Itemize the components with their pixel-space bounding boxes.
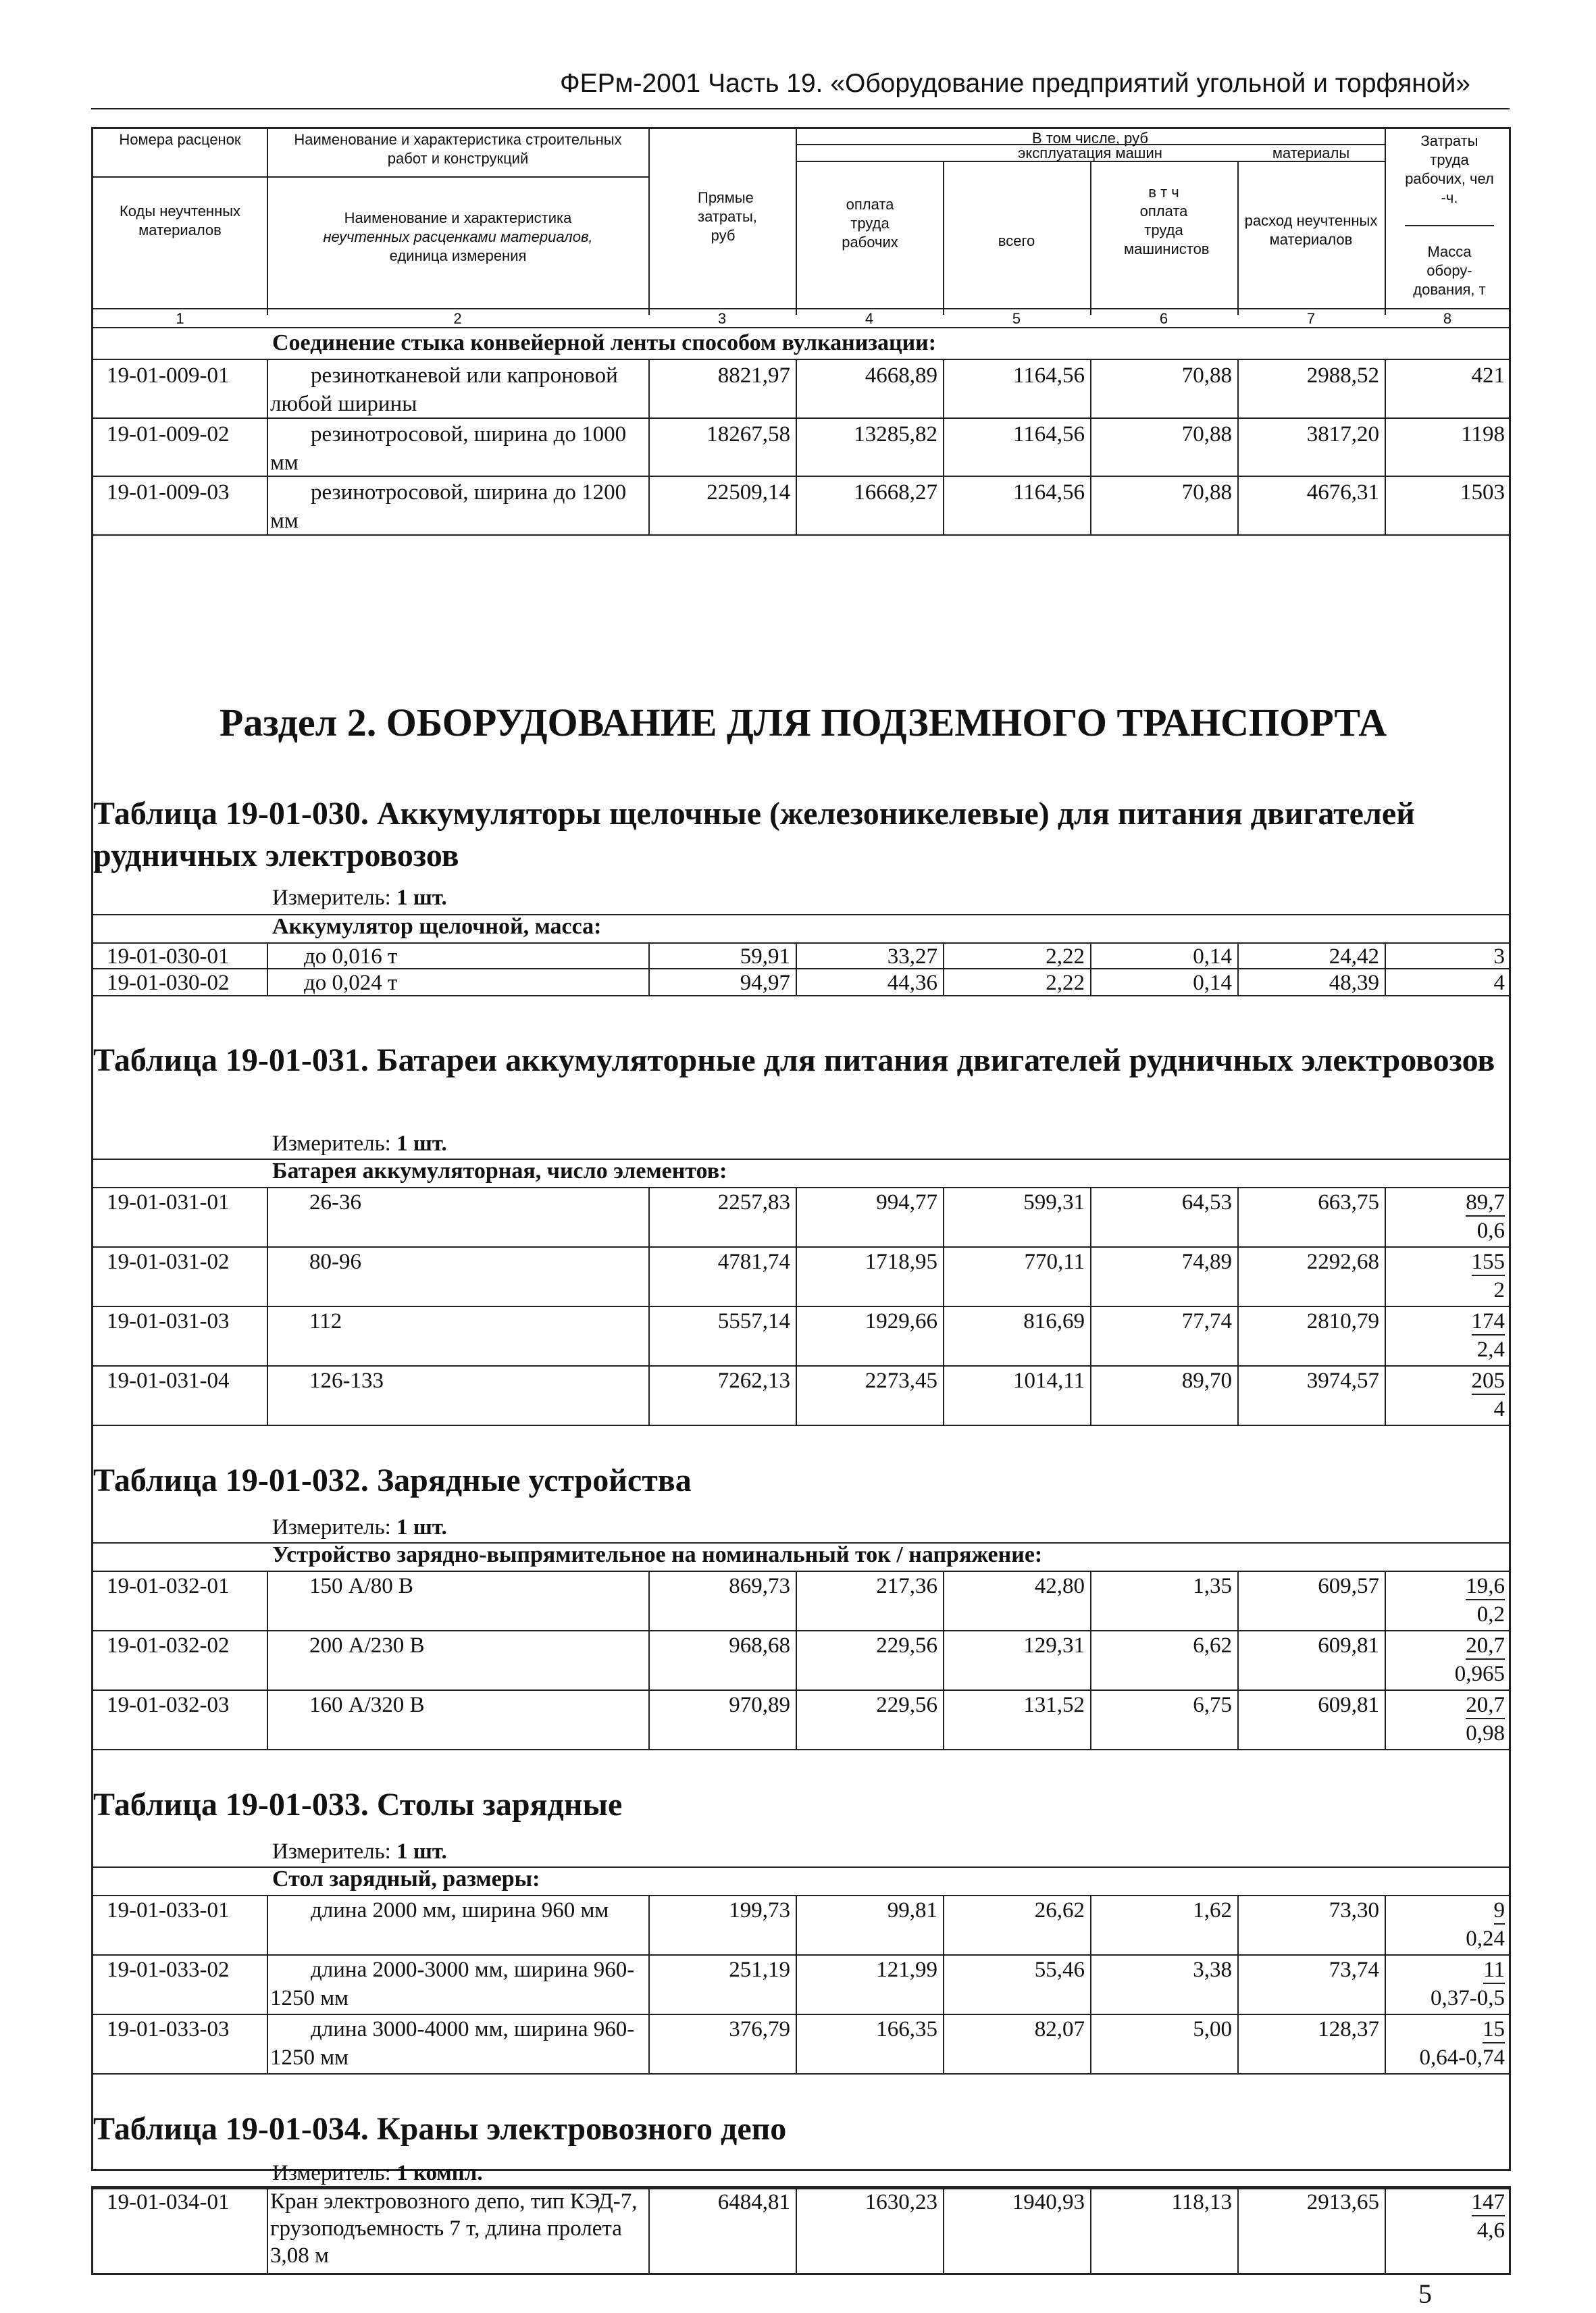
header-rule (91, 108, 1510, 109)
labor-pay: 16668,27 (854, 480, 937, 505)
equipment-mass: 4 (1493, 1397, 1505, 1421)
direct-costs: 6484,81 (717, 2190, 790, 2214)
running-header: ФЕРм-2001 Часть 19. «Оборудование предприятий угольной и торфяной» (560, 69, 1470, 98)
labor-hours: 15 (1385, 2015, 1505, 2043)
direct-costs: 5557,14 (717, 1309, 790, 1333)
labor-pay: 44,36 (887, 971, 937, 995)
machines-total: 131,52 (1023, 1693, 1085, 1717)
materials-cost: 2988,52 (1306, 363, 1379, 388)
rate-code: 19-01-032-03 (107, 1693, 230, 1717)
rate-name: длина 2000 мм, ширина 960 мм (311, 1898, 609, 1923)
machines-total: 1014,11 (1012, 1369, 1085, 1393)
operators-pay: 64,53 (1181, 1190, 1232, 1215)
materials-cost: 2292,68 (1306, 1250, 1379, 1274)
equipment-mass: 2,4 (1476, 1338, 1505, 1362)
col-header-work-name: Наименование и характеристика строительных работ и конструкций (294, 131, 622, 167)
measure-unit: 1 шт. (396, 1132, 447, 1156)
rate-name: резинотросовой, ширина до 1000 мм (270, 422, 627, 475)
machines-total: 42,80 (1034, 1574, 1085, 1598)
direct-costs: 251,19 (729, 1958, 790, 1982)
equipment-mass: 0,98 (1466, 1721, 1505, 1746)
rate-code: 19-01-009-01 (107, 363, 230, 388)
measure-unit: 1 шт. (396, 1839, 447, 1864)
materials-cost: 128,37 (1318, 2017, 1379, 2041)
measure-033 (272, 1839, 447, 1864)
direct-costs: 199,73 (729, 1898, 790, 1923)
materials-cost: 48,39 (1329, 971, 1379, 995)
operators-pay: 3,38 (1193, 1958, 1232, 1982)
operators-pay: 70,88 (1181, 363, 1232, 388)
direct-costs: 376,79 (729, 2017, 790, 2041)
col-header-material-name-3: единица измерения (389, 247, 527, 264)
machines-total: 2,22 (1046, 971, 1085, 995)
measure-label: Измеритель: (272, 2161, 391, 2185)
group-heading: Стол зарядный, размеры: (272, 1866, 540, 1891)
table-row (91, 2186, 1511, 2275)
rate-name: 160 А/320 В (309, 1693, 425, 1717)
measure-031 (272, 1132, 447, 1156)
materials-cost: 3974,57 (1306, 1369, 1379, 1393)
rate-name: 126-133 (309, 1369, 384, 1393)
rate-code: 19-01-009-02 (107, 422, 230, 447)
labor-pay: 99,81 (887, 1898, 937, 1923)
operators-pay: 70,88 (1181, 422, 1232, 447)
operators-pay: 6,75 (1193, 1693, 1232, 1717)
operators-pay: 1,35 (1193, 1574, 1232, 1598)
rate-code: 19-01-030-02 (107, 971, 230, 995)
labor-pay: 1630,23 (865, 2190, 937, 2214)
rate-name: 150 А/80 В (309, 1574, 414, 1598)
group-heading: Батарея аккумуляторная, число элементов: (272, 1159, 727, 1184)
machines-total: 82,07 (1034, 2017, 1085, 2041)
operators-pay: 70,88 (1181, 480, 1232, 505)
operators-pay: 118,13 (1171, 2190, 1232, 2214)
col-header-equipment-mass: Масса обору-дования, т (1413, 243, 1486, 298)
rate-name: 80-96 (309, 1250, 361, 1274)
labor-hours: 89,7 (1385, 1188, 1505, 1217)
labor-pay: 1929,66 (865, 1309, 937, 1333)
direct-costs: 7262,13 (717, 1369, 790, 1393)
labor-hours: 20,7 (1385, 1631, 1505, 1660)
measure-032 (272, 1515, 447, 1540)
table-title-034: Таблица 19-01-034. Краны электровозного депо (93, 2111, 787, 2147)
direct-costs: 22509,14 (706, 480, 790, 505)
machines-total: 129,31 (1023, 1633, 1085, 1658)
labor-hours: 11 (1385, 1956, 1505, 1984)
operators-pay: 0,14 (1193, 944, 1232, 969)
col-header-machines-total: всего (998, 232, 1035, 249)
rate-code: 19-01-031-02 (107, 1250, 230, 1274)
direct-costs: 2257,83 (717, 1190, 790, 1215)
labor-pay: 121,99 (876, 1958, 937, 1982)
direct-costs: 94,97 (740, 971, 790, 995)
materials-cost: 609,81 (1318, 1693, 1379, 1717)
group-heading: Устройство зарядно-выпрямительное на номинальный ток / напряжение: (272, 1542, 1043, 1567)
group-heading: Соединение стыка конвейерной ленты способом вулканизации: (272, 330, 937, 355)
col-number: 6 (1159, 310, 1168, 327)
rate-name: резинотканевой или капроновой любой ширины (270, 363, 618, 416)
col-number: 7 (1306, 310, 1316, 327)
col-header-incl: В том числе, руб (1032, 130, 1148, 147)
direct-costs: 869,73 (729, 1574, 790, 1598)
machines-total: 2,22 (1046, 944, 1085, 969)
col-number: 1 (176, 310, 184, 327)
rate-code: 19-01-032-01 (107, 1574, 230, 1598)
col-header-machines: эксплуатация машин (1018, 145, 1162, 161)
measure-unit: 1 шт. (396, 1515, 447, 1540)
equipment-mass: 4,6 (1476, 2218, 1505, 2243)
equipment-mass: 0,6 (1476, 1219, 1505, 1243)
labor-pay: 13285,82 (854, 422, 937, 447)
materials-cost: 609,57 (1318, 1574, 1379, 1598)
operators-pay: 77,74 (1181, 1309, 1232, 1333)
table-title-030: Таблица 19-01-030. Аккумуляторы щелочные (железоникелевые) для питания двигателей рудничных электровозов (93, 796, 1415, 873)
labor-hours: 205 (1385, 1367, 1505, 1395)
measure-label: Измеритель: (272, 886, 391, 910)
col-header-material-code: Коды неучтенных материалов (119, 203, 241, 238)
rate-name: 200 А/230 В (309, 1633, 425, 1658)
operators-pay: 0,14 (1193, 971, 1232, 995)
page-number: 5 (1418, 2279, 1432, 2309)
table-title-033: Таблица 19-01-033. Столы зарядные (93, 1787, 623, 1823)
labor-hours: 174 (1385, 1307, 1505, 1336)
labor-hours: 3 (1493, 944, 1505, 969)
labor-pay: 4668,89 (865, 363, 937, 388)
col-header-labor-hours: Затраты труда рабочих, чел -ч. (1405, 132, 1494, 206)
equipment-mass: 0,2 (1476, 1602, 1505, 1627)
labor-pay: 2273,45 (865, 1369, 937, 1393)
col-header-rate-number: Номера расценок (119, 131, 241, 148)
machines-total: 55,46 (1034, 1958, 1085, 1982)
operators-pay: 74,89 (1181, 1250, 1232, 1274)
rate-code: 19-01-033-01 (107, 1898, 230, 1923)
rate-code: 19-01-009-03 (107, 480, 230, 505)
rate-name: до 0,016 т (304, 944, 398, 969)
materials-cost: 2810,79 (1306, 1309, 1379, 1333)
labor-hours: 155 (1385, 1248, 1505, 1276)
operators-pay: 1,62 (1193, 1898, 1232, 1923)
labor-pay: 229,56 (876, 1633, 937, 1658)
rate-name: 112 (309, 1309, 342, 1333)
materials-cost: 3817,20 (1306, 422, 1379, 447)
col-number: 3 (717, 310, 727, 327)
table-title-032: Таблица 19-01-032. Зарядные устройства (93, 1463, 692, 1498)
rate-name: 26-36 (309, 1190, 361, 1215)
direct-costs: 970,89 (729, 1693, 790, 1717)
labor-hours: 19,6 (1385, 1572, 1505, 1600)
rate-code: 19-01-031-03 (107, 1309, 230, 1333)
table-title-031: Таблица 19-01-031. Батареи аккумуляторные для питания двигателей рудничных электровозов (93, 1042, 1495, 1078)
labor-hours: 147 (1385, 2188, 1505, 2216)
measure-034 (272, 2161, 483, 2186)
measure-label: Измеритель: (272, 1839, 391, 1864)
labor-pay: 1718,95 (865, 1250, 937, 1274)
section-title: Раздел 2. ОБОРУДОВАНИЕ ДЛЯ ПОДЗЕМНОГО ТРАНСПОРТА (219, 701, 1387, 744)
rate-code: 19-01-032-02 (107, 1633, 230, 1658)
group-heading: Аккумулятор щелочной, масса: (272, 914, 602, 939)
labor-hours: 20,7 (1385, 1691, 1505, 1719)
machines-total: 770,11 (1024, 1250, 1085, 1274)
measure-label: Измеритель: (272, 1515, 391, 1540)
labor-hours: 4 (1493, 971, 1505, 995)
equipment-mass: 2 (1493, 1278, 1505, 1302)
rate-code: 19-01-033-03 (107, 2017, 230, 2041)
rate-code: 19-01-034-01 (107, 2190, 230, 2214)
rate-code: 19-01-031-04 (107, 1369, 230, 1393)
labor-hours: 421 (1471, 363, 1505, 388)
labor-pay: 217,36 (876, 1574, 937, 1598)
rate-name: Кран электровозного депо, тип КЭД-7, грузоподъемность 7 т, длина пролета 3,08 м (270, 2189, 638, 2268)
col-header-material-name-2: неучтенных расценками материалов, (323, 228, 593, 245)
labor-hours: 9 (1385, 1896, 1505, 1925)
direct-costs: 4781,74 (717, 1250, 790, 1274)
direct-costs: 8821,97 (717, 363, 790, 388)
materials-cost: 4676,31 (1306, 480, 1379, 505)
col-number: 8 (1443, 310, 1452, 327)
machines-total: 1164,56 (1012, 422, 1085, 447)
equipment-mass: 0,965 (1454, 1662, 1505, 1686)
materials-cost: 73,30 (1329, 1898, 1379, 1923)
col-number: 4 (865, 310, 874, 327)
measure-label: Измеритель: (272, 1132, 391, 1156)
labor-pay: 994,77 (876, 1190, 937, 1215)
rate-code: 19-01-033-02 (107, 1958, 230, 1982)
materials-cost: 609,81 (1318, 1633, 1379, 1658)
rate-name: длина 3000-4000 мм, ширина 960-1250 мм (270, 2017, 635, 2070)
rates-table (91, 127, 1511, 2185)
labor-pay: 33,27 (887, 944, 937, 969)
materials-cost: 73,74 (1329, 1958, 1379, 1982)
equipment-mass: 0,64-0,74 (1419, 2045, 1505, 2070)
col-header-labor-pay: оплата труда рабочих (842, 196, 898, 251)
direct-costs: 968,68 (729, 1633, 790, 1658)
direct-costs: 18267,58 (706, 422, 790, 447)
labor-pay: 166,35 (876, 2017, 937, 2041)
equipment-mass: 0,37-0,5 (1431, 1986, 1505, 2010)
machines-total: 599,31 (1023, 1190, 1085, 1215)
materials-cost: 663,75 (1318, 1190, 1379, 1215)
materials-cost: 2913,65 (1306, 2190, 1379, 2214)
col-number: 5 (1012, 310, 1021, 327)
rate-code: 19-01-030-01 (107, 944, 230, 969)
rate-name: длина 2000-3000 мм, ширина 960-1250 мм (270, 1958, 635, 2010)
machines-total: 1940,93 (1012, 2190, 1085, 2214)
equipment-mass: 0,24 (1466, 1927, 1505, 1951)
rate-name: до 0,024 т (304, 971, 398, 995)
machines-total: 816,69 (1023, 1309, 1085, 1333)
operators-pay: 89,70 (1181, 1369, 1232, 1393)
labor-hours: 1503 (1460, 480, 1505, 505)
machines-total: 26,62 (1034, 1898, 1085, 1923)
col-header-operators-pay: в т ч оплата труда машинистов (1124, 184, 1210, 257)
direct-costs: 59,91 (740, 944, 790, 969)
col-header-material-name-1: Наименование и характеристика (344, 209, 572, 226)
measure-030 (272, 886, 447, 911)
machines-total: 1164,56 (1012, 480, 1085, 505)
col-header-unaccounted-materials: расход неучтенных материалов (1244, 212, 1378, 248)
operators-pay: 5,00 (1193, 2017, 1232, 2041)
measure-unit: 1 шт. (396, 886, 447, 910)
col-number: 2 (453, 310, 462, 327)
labor-pay: 229,56 (876, 1693, 937, 1717)
rate-name: резинотросовой, ширина до 1200 мм (270, 480, 627, 533)
machines-total: 1164,56 (1012, 363, 1085, 388)
operators-pay: 6,62 (1193, 1633, 1232, 1658)
labor-hours: 1198 (1461, 422, 1505, 447)
col-header-materials: материалы (1272, 145, 1350, 161)
measure-unit: 1 компл. (396, 2161, 483, 2185)
materials-cost: 24,42 (1329, 944, 1379, 969)
rate-code: 19-01-031-01 (107, 1190, 230, 1215)
col-header-direct-costs: Прямые затраты, руб (698, 189, 757, 244)
